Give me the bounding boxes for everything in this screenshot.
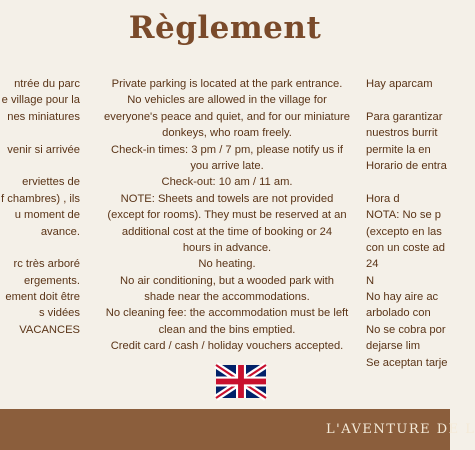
rule-line: permite la en bbox=[366, 143, 431, 156]
rule-line: No se cobra por bbox=[366, 323, 446, 336]
rules-english-column bbox=[98, 76, 356, 355]
footer-bar bbox=[0, 409, 475, 450]
rule-line: erviettes de bbox=[22, 176, 80, 189]
rule-line bbox=[0, 240, 80, 256]
rule-line: Check-in times: 3 pm / 7 pm, please notify us if bbox=[111, 143, 343, 156]
rule-line: NOTA: No se p bbox=[366, 209, 442, 222]
rule-line bbox=[366, 174, 450, 190]
rule-line bbox=[366, 92, 450, 108]
rule-line: Hay aparcam bbox=[366, 78, 433, 90]
rule-line: Credit card / cash / holiday vouchers accepted. bbox=[110, 340, 344, 353]
rule-line: additional cost at the time of booking or 24 bbox=[121, 225, 333, 238]
rule-line: rc très arboré bbox=[13, 258, 80, 271]
rule-line: NOTE: Sheets and towels are not provided bbox=[120, 192, 334, 205]
rule-line: Hora d bbox=[366, 192, 400, 205]
rule-line: Check-out: 10 am / 11 am. bbox=[161, 176, 293, 189]
rule-line: Se aceptan tarje bbox=[366, 356, 448, 369]
rule-line: con un coste ad bbox=[366, 241, 445, 254]
rule-line: everyone's peace and quiet, and for our miniature bbox=[104, 110, 350, 123]
rule-line: s vidées bbox=[38, 307, 80, 320]
rule-line: Private parking is located at the park entrance. bbox=[111, 78, 343, 90]
rule-line: 24 bbox=[366, 258, 379, 271]
rule-line: u moment de bbox=[14, 209, 80, 222]
rule-line: Horario de entra bbox=[366, 159, 447, 172]
rule-line bbox=[0, 158, 80, 174]
rule-line: arbolado con bbox=[366, 307, 431, 320]
footer-brand-text: L'AVENTURE DE L bbox=[326, 422, 475, 437]
rule-line: you arrive late. bbox=[190, 159, 264, 172]
rule-line: N bbox=[366, 274, 375, 287]
rule-line: shade near the accommodations. bbox=[144, 291, 310, 304]
rule-line: No cleaning fee: the accommodation must be left bbox=[105, 307, 349, 320]
rule-line: (excepto en las bbox=[366, 225, 442, 238]
page-title: Règlement bbox=[128, 10, 322, 46]
rule-line: Para garantizar bbox=[366, 110, 443, 123]
rule-line: f chambres) , ils bbox=[1, 192, 80, 205]
rule-line: venir si arrivée bbox=[7, 143, 80, 156]
rule-line: ergements. bbox=[24, 274, 80, 287]
rules-french-column bbox=[0, 76, 80, 338]
rule-line: avance. bbox=[40, 225, 80, 238]
rule-line: VACANCES bbox=[19, 323, 80, 336]
rules-spanish-column bbox=[366, 76, 450, 371]
rule-line: ntrée du parc bbox=[14, 78, 80, 90]
rule-line: nes miniatures bbox=[7, 110, 80, 123]
uk-flag-icon bbox=[216, 365, 266, 398]
rule-line: dejarse lim bbox=[366, 340, 421, 353]
rule-line: e village pour la bbox=[1, 94, 80, 107]
rule-line: nuestros burrit bbox=[366, 127, 438, 140]
rule-line: ement doit être bbox=[5, 291, 80, 304]
rule-line: No vehicles are allowed in the village for bbox=[127, 94, 327, 107]
rule-line: No hay aire ac bbox=[366, 291, 439, 304]
rule-line: No air conditioning, but a wooded park with bbox=[120, 274, 334, 287]
rule-line: clean and the bins emptied. bbox=[158, 323, 296, 336]
rule-line: No heating. bbox=[198, 258, 256, 271]
rule-line: donkeys, who roam freely. bbox=[162, 127, 292, 140]
rule-line bbox=[0, 125, 80, 141]
rule-line: (except for rooms). They must be reserved at an bbox=[107, 209, 347, 222]
rule-line: hours in advance. bbox=[182, 241, 272, 254]
